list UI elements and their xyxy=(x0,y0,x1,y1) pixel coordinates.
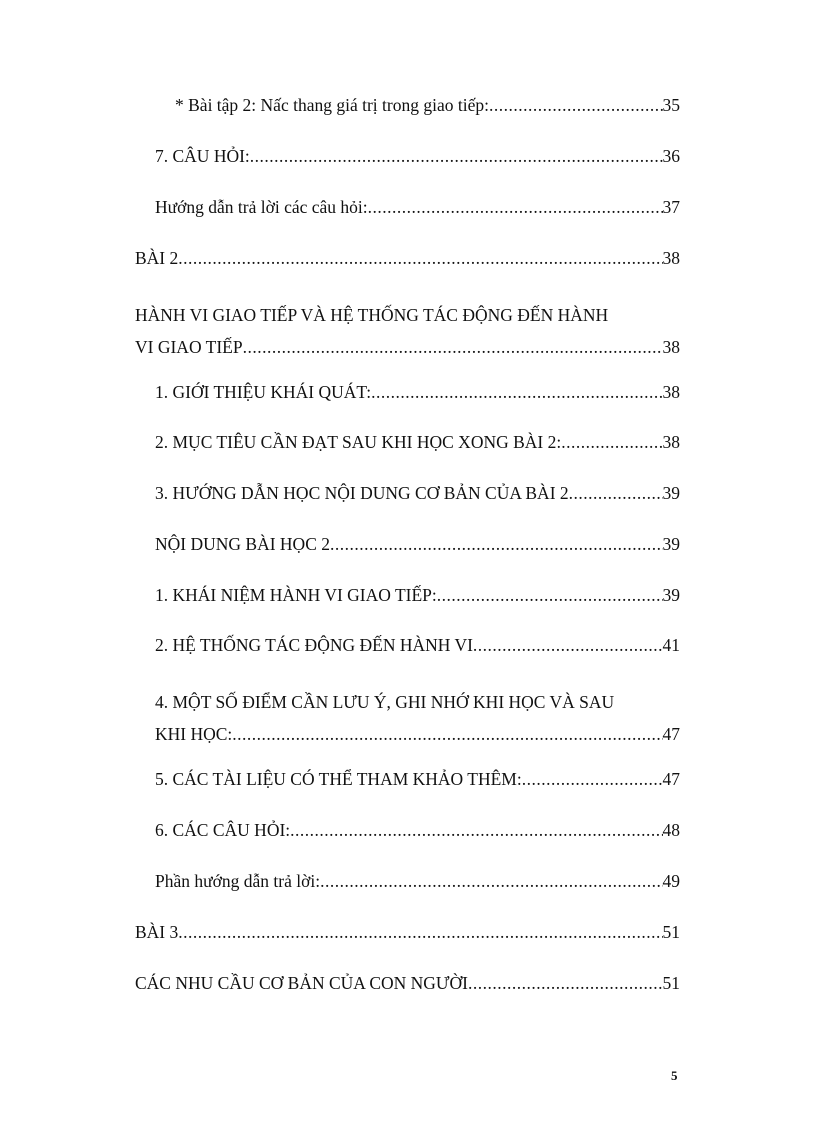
toc-page-number: 49 xyxy=(662,871,680,891)
dot-leader xyxy=(569,483,663,504)
toc-entry[interactable] xyxy=(155,483,680,504)
toc-page-number: 39 xyxy=(662,585,680,605)
dot-leader xyxy=(330,534,663,555)
toc-entry-label: 1. GIỚI THIỆU KHÁI QUÁT: xyxy=(155,382,372,402)
toc-entry[interactable] xyxy=(135,248,680,269)
toc-entry-label: KHI HỌC: xyxy=(155,724,233,744)
dot-leader xyxy=(489,95,663,116)
toc-page-number: 39 xyxy=(662,534,680,554)
toc-page-number: 38 xyxy=(662,248,680,268)
toc-entry-label: * Bài tập 2: Nấc thang giá trị trong giao tiếp: xyxy=(175,95,489,115)
toc-entry-label: 5. CÁC TÀI LIỆU CÓ THỂ THAM KHẢO THÊM: xyxy=(155,769,522,789)
toc-entry[interactable] xyxy=(155,820,680,841)
toc-entry-label: 6. CÁC CÂU HỎI: xyxy=(155,820,291,840)
toc-entry[interactable] xyxy=(155,146,680,167)
dot-leader xyxy=(473,635,663,656)
dot-leader xyxy=(371,382,662,403)
toc-entry[interactable] xyxy=(155,534,680,555)
toc-page-number: 47 xyxy=(662,769,680,789)
toc-entry-label: Hướng dẫn trả lời các câu hỏi: xyxy=(155,197,368,217)
page-number: 5 xyxy=(671,1068,678,1083)
dot-leader xyxy=(368,197,663,218)
toc-page-number: 38 xyxy=(662,337,680,357)
dot-leader xyxy=(320,871,662,892)
toc-entry[interactable] xyxy=(155,686,680,750)
toc-page-number: 38 xyxy=(662,432,680,452)
toc-entry-label: 7. CÂU HỎI: xyxy=(155,146,250,166)
dot-leader xyxy=(437,585,663,606)
toc-entry-label: BÀI 2 xyxy=(135,248,179,268)
toc-entry[interactable] xyxy=(155,432,680,453)
toc-entry-label: VI GIAO TIẾP xyxy=(135,337,243,357)
dot-leader xyxy=(522,769,663,790)
toc-entry[interactable] xyxy=(135,299,680,363)
toc-page-number: 51 xyxy=(662,922,680,942)
toc-page-number: 48 xyxy=(662,820,680,840)
dot-leader xyxy=(561,432,662,453)
toc-entry-label-line1: HÀNH VI GIAO TIẾP VÀ HỆ THỐNG TÁC ĐỘNG ĐẾN HÀNH xyxy=(135,305,609,325)
toc-page-number: 41 xyxy=(662,635,680,655)
toc-page-number: 38 xyxy=(662,382,680,402)
dot-leader xyxy=(250,146,663,167)
toc-entry-label-line1: 4. MỘT SỐ ĐIỂM CẦN LƯU Ý, GHI NHỚ KHI HỌC VÀ SAU xyxy=(155,692,615,712)
toc-page-number: 39 xyxy=(662,483,680,503)
dot-leader xyxy=(178,248,662,269)
toc-page-number: 36 xyxy=(662,146,680,166)
toc-entry[interactable] xyxy=(155,871,680,892)
toc-entry[interactable] xyxy=(175,95,680,116)
dot-leader xyxy=(178,922,662,943)
toc-entry-label: 3. HƯỚNG DẪN HỌC NỘI DUNG CƠ BẢN CỦA BÀI 2 xyxy=(155,483,569,503)
toc-entry[interactable] xyxy=(155,769,680,790)
toc-entry[interactable] xyxy=(155,197,680,218)
toc-entry-label: 1. KHÁI NIỆM HÀNH VI GIAO TIẾP: xyxy=(155,585,437,605)
toc-entry[interactable] xyxy=(135,922,680,943)
toc-page-number: 47 xyxy=(662,724,680,744)
toc-entry-label: CÁC NHU CẦU CƠ BẢN CỦA CON NGƯỜI xyxy=(135,973,468,993)
toc-entry-label: 2. HỆ THỐNG TÁC ĐỘNG ĐẾN HÀNH VI xyxy=(155,635,473,655)
dot-leader xyxy=(243,331,663,363)
dot-leader xyxy=(468,973,663,994)
toc-entry[interactable] xyxy=(155,382,680,403)
toc-page-number: 37 xyxy=(662,197,680,217)
toc-page-number: 35 xyxy=(662,95,680,115)
toc-entry[interactable] xyxy=(155,635,680,656)
toc-entry-label: BÀI 3 xyxy=(135,922,179,942)
toc-entry-label: Phần hướng dẫn trả lời: xyxy=(155,871,321,891)
toc-entry[interactable] xyxy=(135,973,680,994)
toc-page-number: 51 xyxy=(662,973,680,993)
dot-leader xyxy=(232,718,662,750)
toc-entry[interactable] xyxy=(155,585,680,606)
toc-entry-label: NỘI DUNG BÀI HỌC 2 xyxy=(155,534,330,554)
toc-entry-label: 2. MỤC TIÊU CẦN ĐẠT SAU KHI HỌC XONG BÀI 2: xyxy=(155,432,562,452)
dot-leader xyxy=(290,820,662,841)
